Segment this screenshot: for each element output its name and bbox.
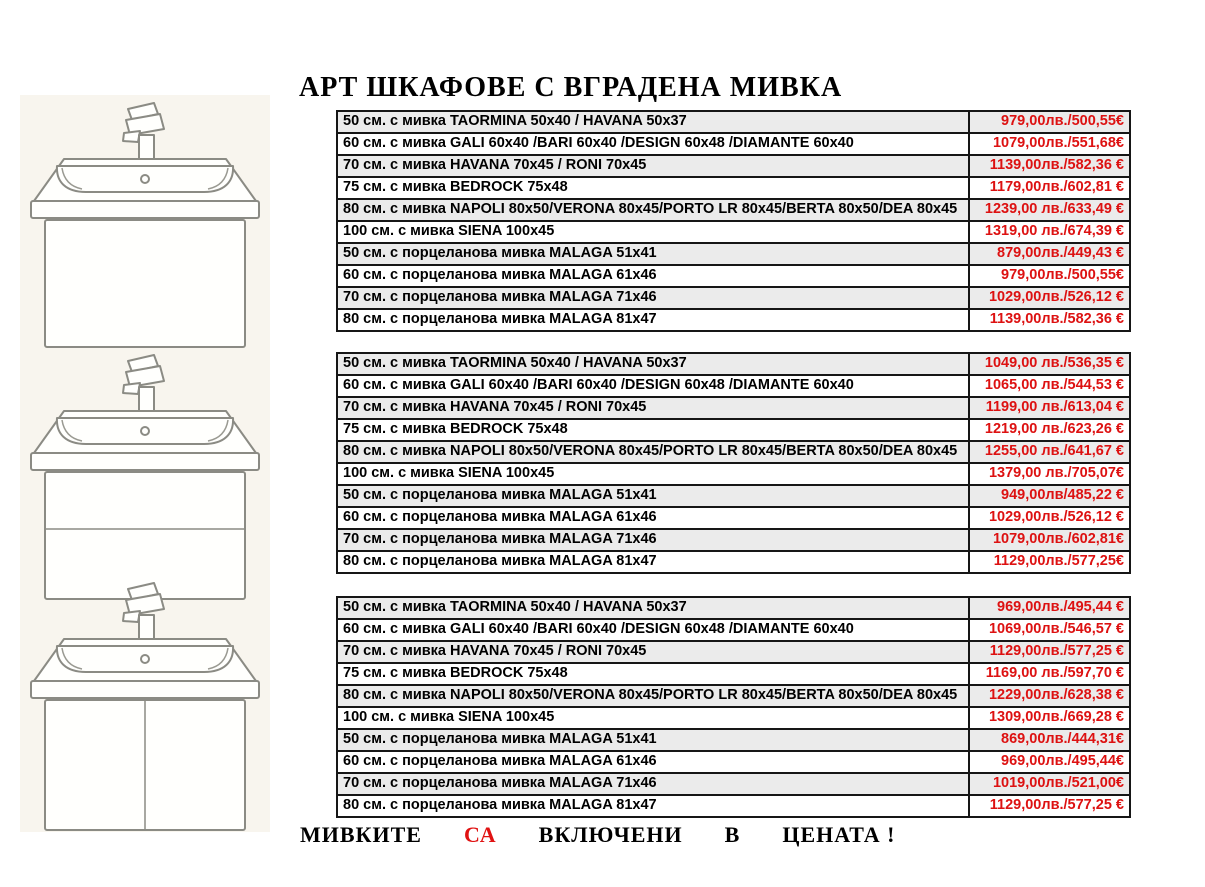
- row-price: 969,00лв./495,44€: [969, 751, 1130, 773]
- row-description: 50 см. с мивка TAORMINA 50x40 / HAVANA 50x37: [337, 353, 969, 375]
- table-row: [337, 133, 1130, 155]
- table-row: [337, 619, 1130, 641]
- row-description: 50 см. с мивка TAORMINA 50x40 / HAVANA 50x37: [337, 597, 969, 619]
- row-price: 1319,00 лв./674,39 €: [969, 221, 1130, 243]
- row-description: 70 см. с мивка HAVANA 70x45 / RONI 70x45: [337, 155, 969, 177]
- table-row: [337, 309, 1130, 331]
- sink-icon: [31, 639, 259, 698]
- row-price: 1229,00лв./628,38 €: [969, 685, 1130, 707]
- table-row: [337, 243, 1130, 265]
- row-price: 1169,00 лв./597,70 €: [969, 663, 1130, 685]
- price-table-1: [336, 110, 1131, 332]
- sink-icon: [31, 411, 259, 470]
- row-price: 879,00лв./449,43 €: [969, 243, 1130, 265]
- footer-word: В: [724, 822, 741, 847]
- row-description: 80 см. с порцеланова мивка MALAGA 81x47: [337, 309, 969, 331]
- row-price: 969,00лв./495,44 €: [969, 597, 1130, 619]
- table-row: [337, 663, 1130, 685]
- table-row: [337, 507, 1130, 529]
- table-row: [337, 221, 1130, 243]
- row-price: 1129,00лв./577,25 €: [969, 795, 1130, 817]
- row-description: 50 см. с порцеланова мивка MALAGA 51x41: [337, 729, 969, 751]
- table-row: [337, 529, 1130, 551]
- row-description: 60 см. с порцеланова мивка MALAGA 61x46: [337, 751, 969, 773]
- row-price: 1255,00 лв./641,67 €: [969, 441, 1130, 463]
- row-description: 50 см. с мивка TAORMINA 50x40 / HAVANA 50x37: [337, 111, 969, 133]
- footer-word: МИВКИТЕ: [300, 822, 422, 847]
- sink-icon: [31, 159, 259, 218]
- table-row: [337, 155, 1130, 177]
- table-row: [337, 353, 1130, 375]
- table-row: [337, 597, 1130, 619]
- row-price: 1029,00лв./526,12 €: [969, 507, 1130, 529]
- row-description: 60 см. с мивка GALI 60x40 /BARI 60x40 /DESIGN 60x48 /DIAMANTE 60x40: [337, 133, 969, 155]
- row-price: 1129,00лв./577,25 €: [969, 641, 1130, 663]
- row-price: 1309,00лв./669,28 €: [969, 707, 1130, 729]
- price-table-3: [336, 596, 1131, 818]
- footer-word-highlighted: СА: [463, 822, 497, 847]
- page-title: АРТ ШКАФОВЕ С ВГРАДЕНА МИВКА: [299, 72, 843, 103]
- row-price: 1079,00лв./551,68€: [969, 133, 1130, 155]
- row-price: 1139,00лв./582,36 €: [969, 155, 1130, 177]
- row-description: 50 см. с порцеланова мивка MALAGA 51x41: [337, 485, 969, 507]
- faucet-icon: [123, 103, 164, 159]
- vanity-two-doors-drawing: [20, 581, 270, 831]
- row-price: 1029,00лв./526,12 €: [969, 287, 1130, 309]
- row-description: 70 см. с мивка HAVANA 70x45 / RONI 70x45: [337, 397, 969, 419]
- row-description: 80 см. с мивка NAPOLI 80x50/VERONA 80x45/PORTO LR 80x45/BERTA 80x50/DEA 80x45: [337, 441, 969, 463]
- row-price: 869,00лв./444,31€: [969, 729, 1130, 751]
- row-description: 70 см. с мивка HAVANA 70x45 / RONI 70x45: [337, 641, 969, 663]
- table-row: [337, 751, 1130, 773]
- table-row: [337, 685, 1130, 707]
- price-table-2: [336, 352, 1131, 574]
- table-row: [337, 397, 1130, 419]
- row-description: 80 см. с порцеланова мивка MALAGA 81x47: [337, 795, 969, 817]
- table-row: [337, 177, 1130, 199]
- table-row: [337, 729, 1130, 751]
- table-row: [337, 551, 1130, 573]
- row-description: 70 см. с порцеланова мивка MALAGA 71x46: [337, 287, 969, 309]
- table-row: [337, 419, 1130, 441]
- row-description: 80 см. с мивка NAPOLI 80x50/VERONA 80x45/PORTO LR 80x45/BERTA 80x50/DEA 80x45: [337, 685, 969, 707]
- vanity-single-front-drawing: [20, 101, 270, 351]
- table-row: [337, 111, 1130, 133]
- table-row: [337, 641, 1130, 663]
- table-row: [337, 773, 1130, 795]
- table-row: [337, 463, 1130, 485]
- row-price: 1069,00лв./546,57 €: [969, 619, 1130, 641]
- row-description: 80 см. с порцеланова мивка MALAGA 81x47: [337, 551, 969, 573]
- footer-word: ВКЛЮЧЕНИ: [538, 822, 683, 847]
- table-row: [337, 287, 1130, 309]
- row-price: 949,00лв/485,22 €: [969, 485, 1130, 507]
- row-description: 50 см. с порцеланова мивка MALAGA 51x41: [337, 243, 969, 265]
- row-price: 1019,00лв./521,00€: [969, 773, 1130, 795]
- vanity-two-drawers-drawing: [20, 353, 270, 603]
- table-row: [337, 441, 1130, 463]
- faucet-icon: [123, 583, 164, 639]
- row-description: 75 см. с мивка BEDROCK 75x48: [337, 177, 969, 199]
- footer-word: ЦЕНАТА !: [782, 822, 896, 847]
- row-description: 70 см. с порцеланова мивка MALAGA 71x46: [337, 529, 969, 551]
- faucet-icon: [123, 355, 164, 411]
- table-row: [337, 375, 1130, 397]
- row-description: 60 см. с мивка GALI 60x40 /BARI 60x40 /DESIGN 60x48 /DIAMANTE 60x40: [337, 619, 969, 641]
- table-row: [337, 199, 1130, 221]
- row-price: 1219,00 лв./623,26 €: [969, 419, 1130, 441]
- footer-note: [300, 822, 896, 848]
- cabinet-body: [45, 220, 245, 347]
- vanity-illustrations-panel: [20, 95, 270, 832]
- row-description: 60 см. с мивка GALI 60x40 /BARI 60x40 /DESIGN 60x48 /DIAMANTE 60x40: [337, 375, 969, 397]
- row-price: 1379,00 лв./705,07€: [969, 463, 1130, 485]
- row-description: 75 см. с мивка BEDROCK 75x48: [337, 663, 969, 685]
- table-row: [337, 485, 1130, 507]
- row-price: 979,00лв./500,55€: [969, 111, 1130, 133]
- row-price: 1179,00лв./602,81 €: [969, 177, 1130, 199]
- table-row: [337, 795, 1130, 817]
- row-price: 1139,00лв./582,36 €: [969, 309, 1130, 331]
- row-price: 1049,00 лв./536,35 €: [969, 353, 1130, 375]
- row-description: 70 см. с порцеланова мивка MALAGA 71x46: [337, 773, 969, 795]
- cabinet-body: [45, 472, 245, 599]
- row-price: 979,00лв./500,55€: [969, 265, 1130, 287]
- table-row: [337, 265, 1130, 287]
- row-price: 1239,00 лв./633,49 €: [969, 199, 1130, 221]
- row-price: 1079,00лв./602,81€: [969, 529, 1130, 551]
- row-description: 60 см. с порцеланова мивка MALAGA 61x46: [337, 265, 969, 287]
- table-row: [337, 707, 1130, 729]
- row-price: 1199,00 лв./613,04 €: [969, 397, 1130, 419]
- row-description: 100 см. с мивка SIENA 100x45: [337, 707, 969, 729]
- row-description: 60 см. с порцеланова мивка MALAGA 61x46: [337, 507, 969, 529]
- row-price: 1129,00лв./577,25€: [969, 551, 1130, 573]
- row-description: 80 см. с мивка NAPOLI 80x50/VERONA 80x45/PORTO LR 80x45/BERTA 80x50/DEA 80x45: [337, 199, 969, 221]
- row-price: 1065,00 лв./544,53 €: [969, 375, 1130, 397]
- row-description: 100 см. с мивка SIENA 100x45: [337, 221, 969, 243]
- row-description: 100 см. с мивка SIENA 100x45: [337, 463, 969, 485]
- row-description: 75 см. с мивка BEDROCK 75x48: [337, 419, 969, 441]
